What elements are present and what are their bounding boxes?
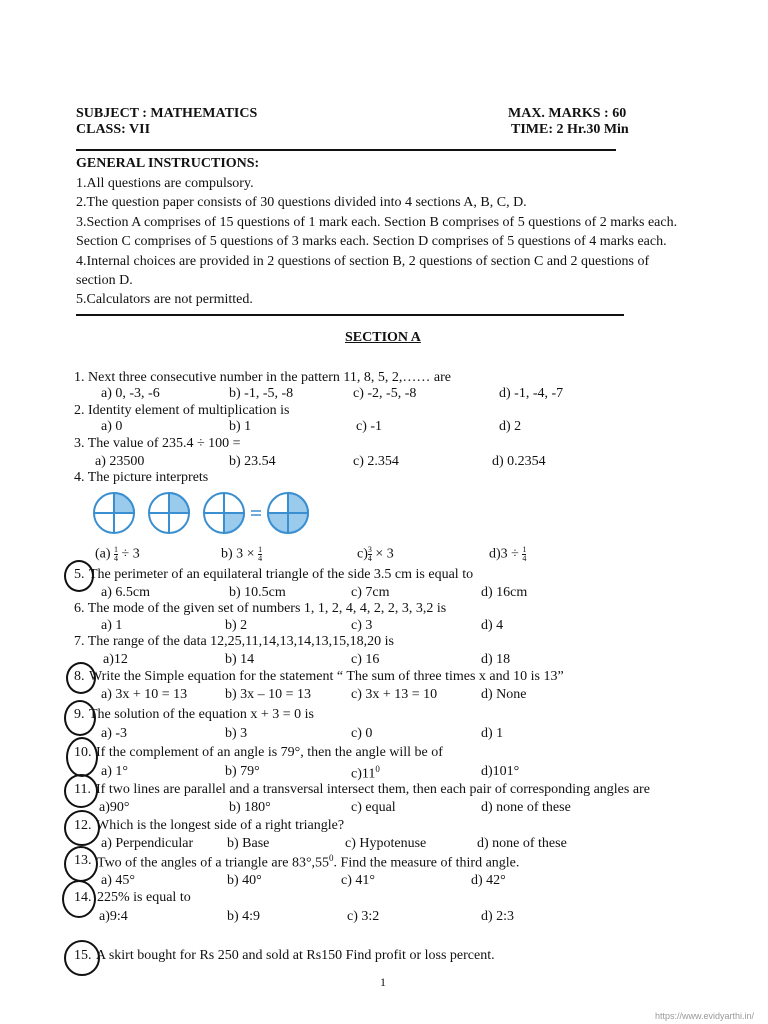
question-text: A skirt bought for Rs 250 and sold at Rs150 Find profit or loss percent. — [96, 948, 495, 963]
fraction-one-fourth: $\frac{1}{4}$ — [114, 545, 119, 563]
option-c: c) 2.354 — [353, 454, 399, 469]
question-text: 3. The value of 235.4 ÷ 100 = — [74, 436, 241, 451]
fraction-picture — [92, 489, 310, 537]
question-text: The perimeter of an equilateral triangle of the side 3.5 cm is equal to — [89, 567, 474, 582]
question-text: Two of the angles of a triangle are $83^\circ,55^0$. Find the measure of third angle. — [97, 853, 520, 871]
question-number: 12. — [74, 818, 92, 833]
option-b: b) 2 — [225, 618, 248, 633]
option-c: c) 41° — [341, 873, 375, 888]
option-b: b) 1 — [229, 419, 252, 434]
option-c: c) Hypotenuse — [345, 836, 427, 851]
option-d: d) 16cm — [481, 585, 528, 600]
fraction-one-fourth: $\frac{1}{4}$ — [522, 545, 527, 563]
question-text: 6. The mode of the given set of numbers 1, 1, 2, 4, 4, 2, 2, 3, 3,2 is — [74, 601, 447, 616]
instruction-line: 2.The question paper consists of 30 questions divided into 4 sections A, B, C, D. — [76, 195, 527, 210]
instructions-title: GENERAL INSTRUCTIONS: — [76, 156, 260, 171]
question-text: Which is the longest side of a right triangle? — [96, 818, 345, 833]
option-b: b) 23.54 — [229, 454, 276, 469]
question-number: 13. — [74, 853, 92, 868]
instruction-line: 5.Calculators are not permitted. — [76, 292, 253, 307]
shaded-quarter — [224, 513, 244, 533]
option-c: c) 16 — [351, 652, 380, 667]
option-d: d) 42° — [471, 873, 506, 888]
option-a: a) 0 — [101, 419, 123, 434]
question-text: If the complement of an angle is 79°, then the angle will be of — [96, 745, 443, 760]
option-d: d) none of these — [481, 800, 571, 815]
option-d: d)3 ÷ $\frac{1}{4}$ — [489, 545, 527, 563]
question-text: 225% is equal to — [97, 890, 191, 905]
option-b: b) 3 × $\frac{1}{4}$ — [221, 545, 263, 563]
option-c: c) 3 — [351, 618, 373, 633]
max-marks-label: MAX. MARKS : 60 — [508, 106, 627, 121]
option-d: d)101° — [481, 764, 520, 779]
question-text: Write the Simple equation for the statement “ The sum of three times x and 10 is 13” — [89, 669, 564, 684]
option-b: b) 10.5cm — [229, 585, 286, 600]
option-b: b) 4:9 — [227, 909, 261, 924]
option-a: a) 23500 — [95, 454, 145, 469]
instruction-line: 1.All questions are compulsory. — [76, 176, 254, 191]
question-text: The solution of the equation x + 3 = 0 is — [89, 707, 314, 722]
header-divider — [76, 149, 616, 151]
option-d: d) 1 — [481, 726, 504, 741]
question-text: 4. The picture interprets — [74, 470, 209, 485]
option-c: c) -1 — [356, 419, 383, 434]
option-c: c) 7cm — [351, 585, 390, 600]
subject-label: SUBJECT : MATHEMATICS — [76, 106, 258, 121]
class-label: CLASS: VII — [76, 122, 151, 137]
option-a: a) 45° — [101, 873, 135, 888]
option-a: a) 1° — [101, 764, 128, 779]
option-b: b) -1, -5, -8 — [229, 386, 294, 401]
watermark: https://www.evidyarthi.in/ — [655, 1011, 755, 1021]
option-b: b) 3 — [225, 726, 248, 741]
option-a: a)9:4 — [99, 909, 128, 924]
option-a: a) -3 — [101, 726, 128, 741]
instruction-line: Section C comprises of 5 questions of 3 marks each. Section D comprises of 5 questions of 4 marks each. — [76, 234, 667, 249]
question-number: 15. — [74, 948, 92, 963]
page-number: 1 — [380, 975, 386, 989]
option-d: d) 0.2354 — [492, 454, 546, 469]
option-b: b) 3x – 10 = 13 — [225, 687, 312, 702]
option-a: a)90° — [99, 800, 130, 815]
option-a: a) Perpendicular — [101, 836, 194, 851]
question-number: 10. — [74, 745, 92, 760]
question-text: 7. The range of the data 12,25,11,14,13,14,13,15,18,20 is — [74, 634, 395, 649]
option-a: a)12 — [103, 652, 128, 667]
option-b: b) Base — [227, 836, 270, 851]
instruction-line: 3.Section A comprises of 15 questions of 1 mark each. Section B comprises of 5 questions of 2 marks each. — [76, 215, 678, 230]
question-text: 2. Identity element of multiplication is — [74, 403, 290, 418]
option-b: b) 14 — [225, 652, 255, 667]
option-c: $c)11^0$ — [351, 764, 380, 782]
option-c: c) -2, -5, -8 — [353, 386, 417, 401]
option-c: c) 0 — [351, 726, 373, 741]
option-c: c) 3x + 13 = 10 — [351, 687, 438, 702]
option-d: d) 4 — [481, 618, 504, 633]
fraction-three-fourth: $\frac{3}{4}$ — [367, 545, 372, 563]
option-a: a) 1 — [101, 618, 123, 633]
question-number: 8. — [74, 669, 85, 684]
question-text: 1. Next three consecutive number in the pattern 11, 8, 5, 2,…… are — [74, 370, 451, 385]
section-title: SECTION A — [345, 330, 421, 345]
instruction-line: 4.Internal choices are provided in 2 questions of section B, 2 questions of section C and 2 questions of — [76, 254, 650, 269]
question-text: If two lines are parallel and a transversal intersect them, then each pair of corresponding angles are — [96, 782, 650, 797]
option-b: b) 40° — [227, 873, 262, 888]
question-number: 9. — [74, 707, 85, 722]
option-c: c) equal — [351, 800, 396, 815]
option-a: a) 3x + 10 = 13 — [101, 687, 188, 702]
option-a: a) 6.5cm — [101, 585, 150, 600]
option-a: a) 0, -3, -6 — [101, 386, 160, 401]
option-d: d) 2 — [499, 419, 522, 434]
option-d: d) None — [481, 687, 527, 702]
time-label: TIME: 2 Hr.30 Min — [511, 122, 629, 137]
option-d: d) none of these — [477, 836, 567, 851]
option-a: (a) $\frac{1}{4}$ ÷ 3 — [95, 545, 140, 563]
option-b: b) 79° — [225, 764, 260, 779]
option-d: d) 18 — [481, 652, 511, 667]
shaded-quarter — [169, 493, 189, 513]
question-number: 11. — [74, 782, 91, 797]
question-number: 5. — [74, 567, 85, 582]
option-c: c) 3:2 — [347, 909, 380, 924]
instruction-line: section D. — [76, 273, 133, 288]
option-d: d) -1, -4, -7 — [499, 386, 564, 401]
fraction-one-fourth: $\frac{1}{4}$ — [258, 545, 263, 563]
shaded-quarter — [114, 493, 134, 513]
option-d: d) 2:3 — [481, 909, 515, 924]
question-number: 14. — [74, 890, 92, 905]
option-b: b) 180° — [229, 800, 271, 815]
option-c: c) $\frac{3}{4}$ × 3 — [357, 545, 394, 563]
instructions-divider — [76, 314, 624, 316]
